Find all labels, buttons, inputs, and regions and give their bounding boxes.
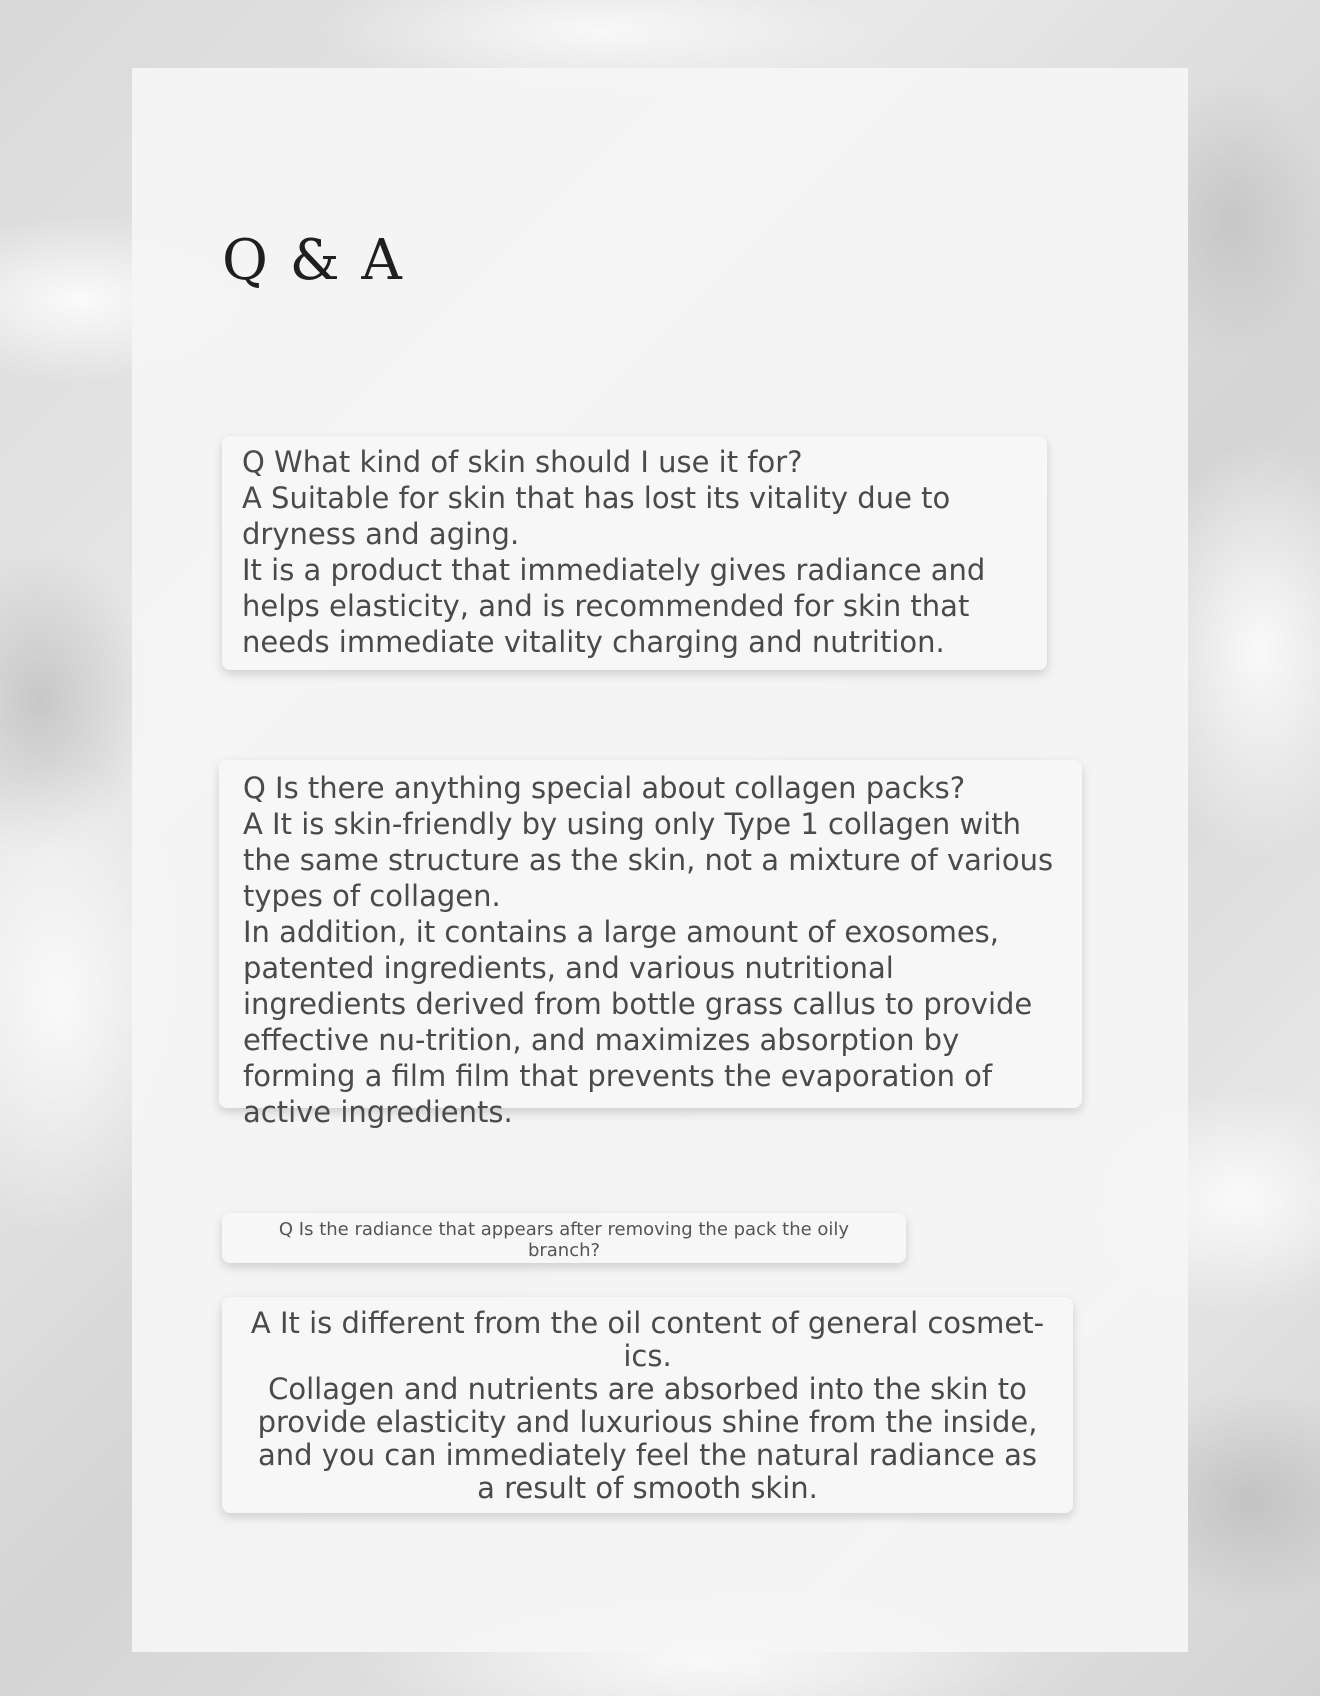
qa-card-skin-type <box>222 436 1047 670</box>
qa-card-radiance-answer <box>222 1297 1073 1513</box>
question-text: Q Is there anything special about collagen packs? <box>243 771 966 805</box>
qa-card-collagen-packs <box>219 760 1082 1129</box>
answer-text: Collagen and nutrients are absorbed into the skin to provide elasticity and luxurious shine from the inside, and you can immediately feel the natural radiance as a result of smooth skin. <box>257 1372 1038 1505</box>
answer-text: It is a product that immediately gives radiance and helps elasticity, and is recommended for skin that needs immediate vitality charging and nutrition. <box>242 553 986 659</box>
answer-text: A It is skin-friendly by using only Type 1 collagen with the same structure as the skin, not a mixture of various types of collagen. <box>243 807 1054 913</box>
answer-text: In addition, it contains a large amount of exosomes, patented ingredients, and various nutritional ingredients derived from bottle grass callus to provide effective nu-trition, and maximizes absorption by forming a film film that prevents the evaporation of active ingredients. <box>243 915 1033 1129</box>
qa-card-radiance-question <box>222 1213 906 1263</box>
answer-text: A Suitable for skin that has lost its vitality due to dryness and aging. <box>242 481 951 551</box>
page-title: Q & A <box>222 228 404 293</box>
question-text: Q What kind of skin should I use it for? <box>242 445 803 479</box>
answer-text: A It is different from the oil content of general cosmet-ics. <box>250 1306 1045 1373</box>
question-text: Q Is the radiance that appears after removing the pack the oily branch? <box>278 1219 850 1261</box>
